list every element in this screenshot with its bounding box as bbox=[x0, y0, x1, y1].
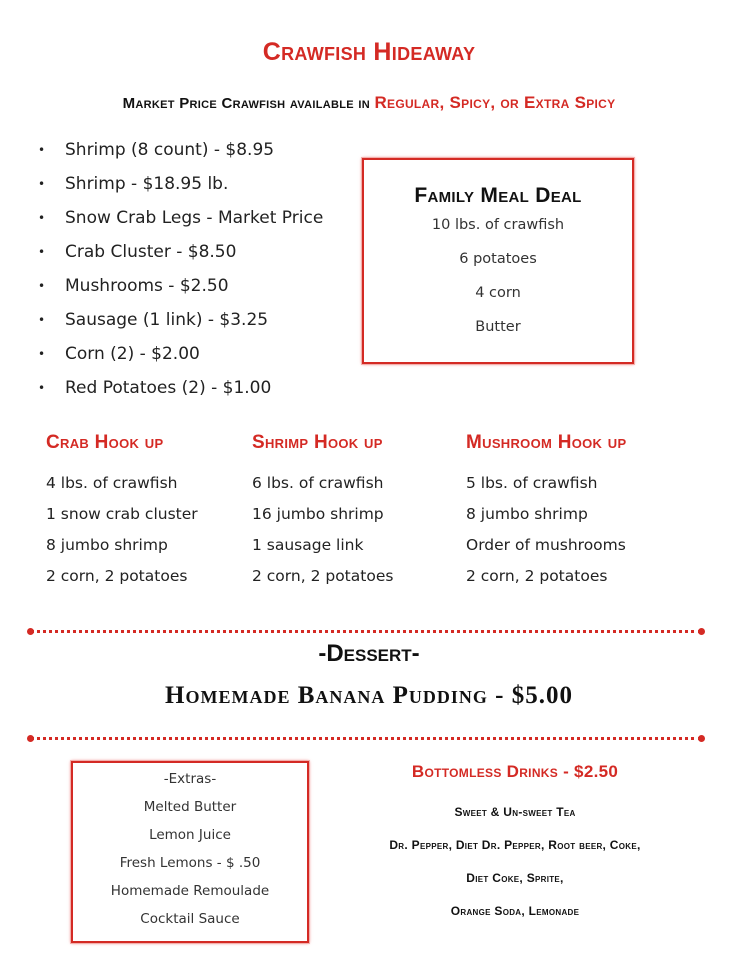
menu-item-text: Corn (2) - $2.00 bbox=[65, 344, 200, 364]
market-price-note bbox=[0, 93, 738, 113]
drinks-line: Dr. Pepper, Diet Dr. Pepper, Root beer, Coke, bbox=[389, 838, 641, 852]
dotted-divider bbox=[30, 737, 702, 740]
list-item bbox=[38, 376, 323, 410]
family-meal-box bbox=[362, 158, 634, 364]
divider-end-dot bbox=[27, 628, 34, 635]
drinks-line: Diet Coke, Sprite, bbox=[466, 871, 564, 885]
hookup-line: Order of mushrooms bbox=[466, 536, 626, 554]
list-item bbox=[38, 308, 323, 342]
menu-item-text: Mushrooms - $2.50 bbox=[65, 276, 229, 296]
hookup-line: 2 corn, 2 potatoes bbox=[252, 567, 394, 585]
shrimp-hookup bbox=[252, 432, 393, 596]
hookup-line: 1 snow crab cluster bbox=[46, 505, 198, 523]
extras-box bbox=[71, 761, 309, 943]
menu-item-text: Sausage (1 link) - $3.25 bbox=[65, 310, 269, 330]
drinks-line: Sweet & Un-sweet Tea bbox=[454, 805, 576, 819]
extras-line: Homemade Remoulade bbox=[110, 883, 270, 899]
hookup-title: Shrimp Hook up bbox=[252, 432, 383, 453]
bullet: • bbox=[38, 177, 46, 191]
hookup-line: 8 jumbo shrimp bbox=[466, 505, 588, 523]
family-meal-line: 10 lbs. of crawfish bbox=[431, 217, 565, 233]
divider-end-dot bbox=[698, 735, 705, 742]
hookup-title: Crab Hook up bbox=[46, 432, 164, 453]
extras-title: -Extras- bbox=[163, 771, 217, 787]
hookup-line: 2 corn, 2 potatoes bbox=[466, 567, 608, 585]
extras-line: Cocktail Sauce bbox=[140, 911, 240, 927]
drinks-title: Bottomless Drinks - $2.50 bbox=[411, 762, 619, 781]
crab-hookup bbox=[46, 432, 198, 596]
list-item bbox=[38, 342, 323, 376]
bottomless-drinks bbox=[380, 762, 650, 928]
hookup-line: 16 jumbo shrimp bbox=[252, 505, 384, 523]
family-meal-line: 4 corn bbox=[475, 285, 521, 301]
bullet: • bbox=[38, 313, 46, 327]
extras-line: Fresh Lemons - $ .50 bbox=[119, 855, 261, 871]
divider-end-dot bbox=[698, 628, 705, 635]
family-meal-line: 6 potatoes bbox=[459, 251, 537, 267]
menu-item-text: Shrimp - $18.95 lb. bbox=[65, 174, 229, 194]
drinks-line: Orange Soda, Lemonade bbox=[450, 904, 580, 918]
hookup-line: 5 lbs. of crawfish bbox=[466, 474, 598, 492]
bullet: • bbox=[38, 279, 46, 293]
list-item bbox=[38, 172, 323, 206]
hookup-title: Mushroom Hook up bbox=[466, 432, 627, 453]
hookup-line: 2 corn, 2 potatoes bbox=[46, 567, 188, 585]
extras-line: Melted Butter bbox=[143, 799, 237, 815]
mushroom-hookup bbox=[466, 432, 626, 596]
list-item bbox=[38, 274, 323, 308]
spice-levels: Regular, Spicy, or Extra Spicy bbox=[374, 93, 616, 112]
bullet: • bbox=[38, 381, 46, 395]
menu-item-text: Red Potatoes (2) - $1.00 bbox=[65, 378, 272, 398]
menu-title: Crawfish Hideaway bbox=[262, 38, 476, 66]
bullet: • bbox=[38, 143, 46, 157]
dotted-divider bbox=[30, 630, 702, 633]
family-meal-title: Family Meal Deal bbox=[414, 184, 582, 207]
list-item bbox=[38, 206, 323, 240]
list-item bbox=[38, 138, 323, 172]
extras-line: Lemon Juice bbox=[149, 827, 231, 843]
hookup-line: 4 lbs. of crawfish bbox=[46, 474, 178, 492]
menu-item-text: Crab Cluster - $8.50 bbox=[65, 242, 237, 262]
menu-item-text: Snow Crab Legs - Market Price bbox=[65, 208, 324, 228]
bullet: • bbox=[38, 211, 46, 225]
list-item bbox=[38, 240, 323, 274]
bullet: • bbox=[38, 245, 46, 259]
dessert-heading: -Dessert- bbox=[318, 640, 420, 667]
hookup-line: 8 jumbo shrimp bbox=[46, 536, 168, 554]
menu-item-list bbox=[38, 138, 323, 410]
market-price-lead: Market Price Crawfish available in bbox=[122, 95, 370, 112]
menu-item-text: Shrimp (8 count) - $8.95 bbox=[65, 140, 275, 160]
hookup-line: 6 lbs. of crawfish bbox=[252, 474, 384, 492]
divider-end-dot bbox=[27, 735, 34, 742]
hookup-line: 1 sausage link bbox=[252, 536, 364, 554]
dessert-item: Homemade Banana Pudding - $5.00 bbox=[165, 682, 573, 709]
family-meal-line: Butter bbox=[475, 319, 521, 335]
bullet: • bbox=[38, 347, 46, 361]
